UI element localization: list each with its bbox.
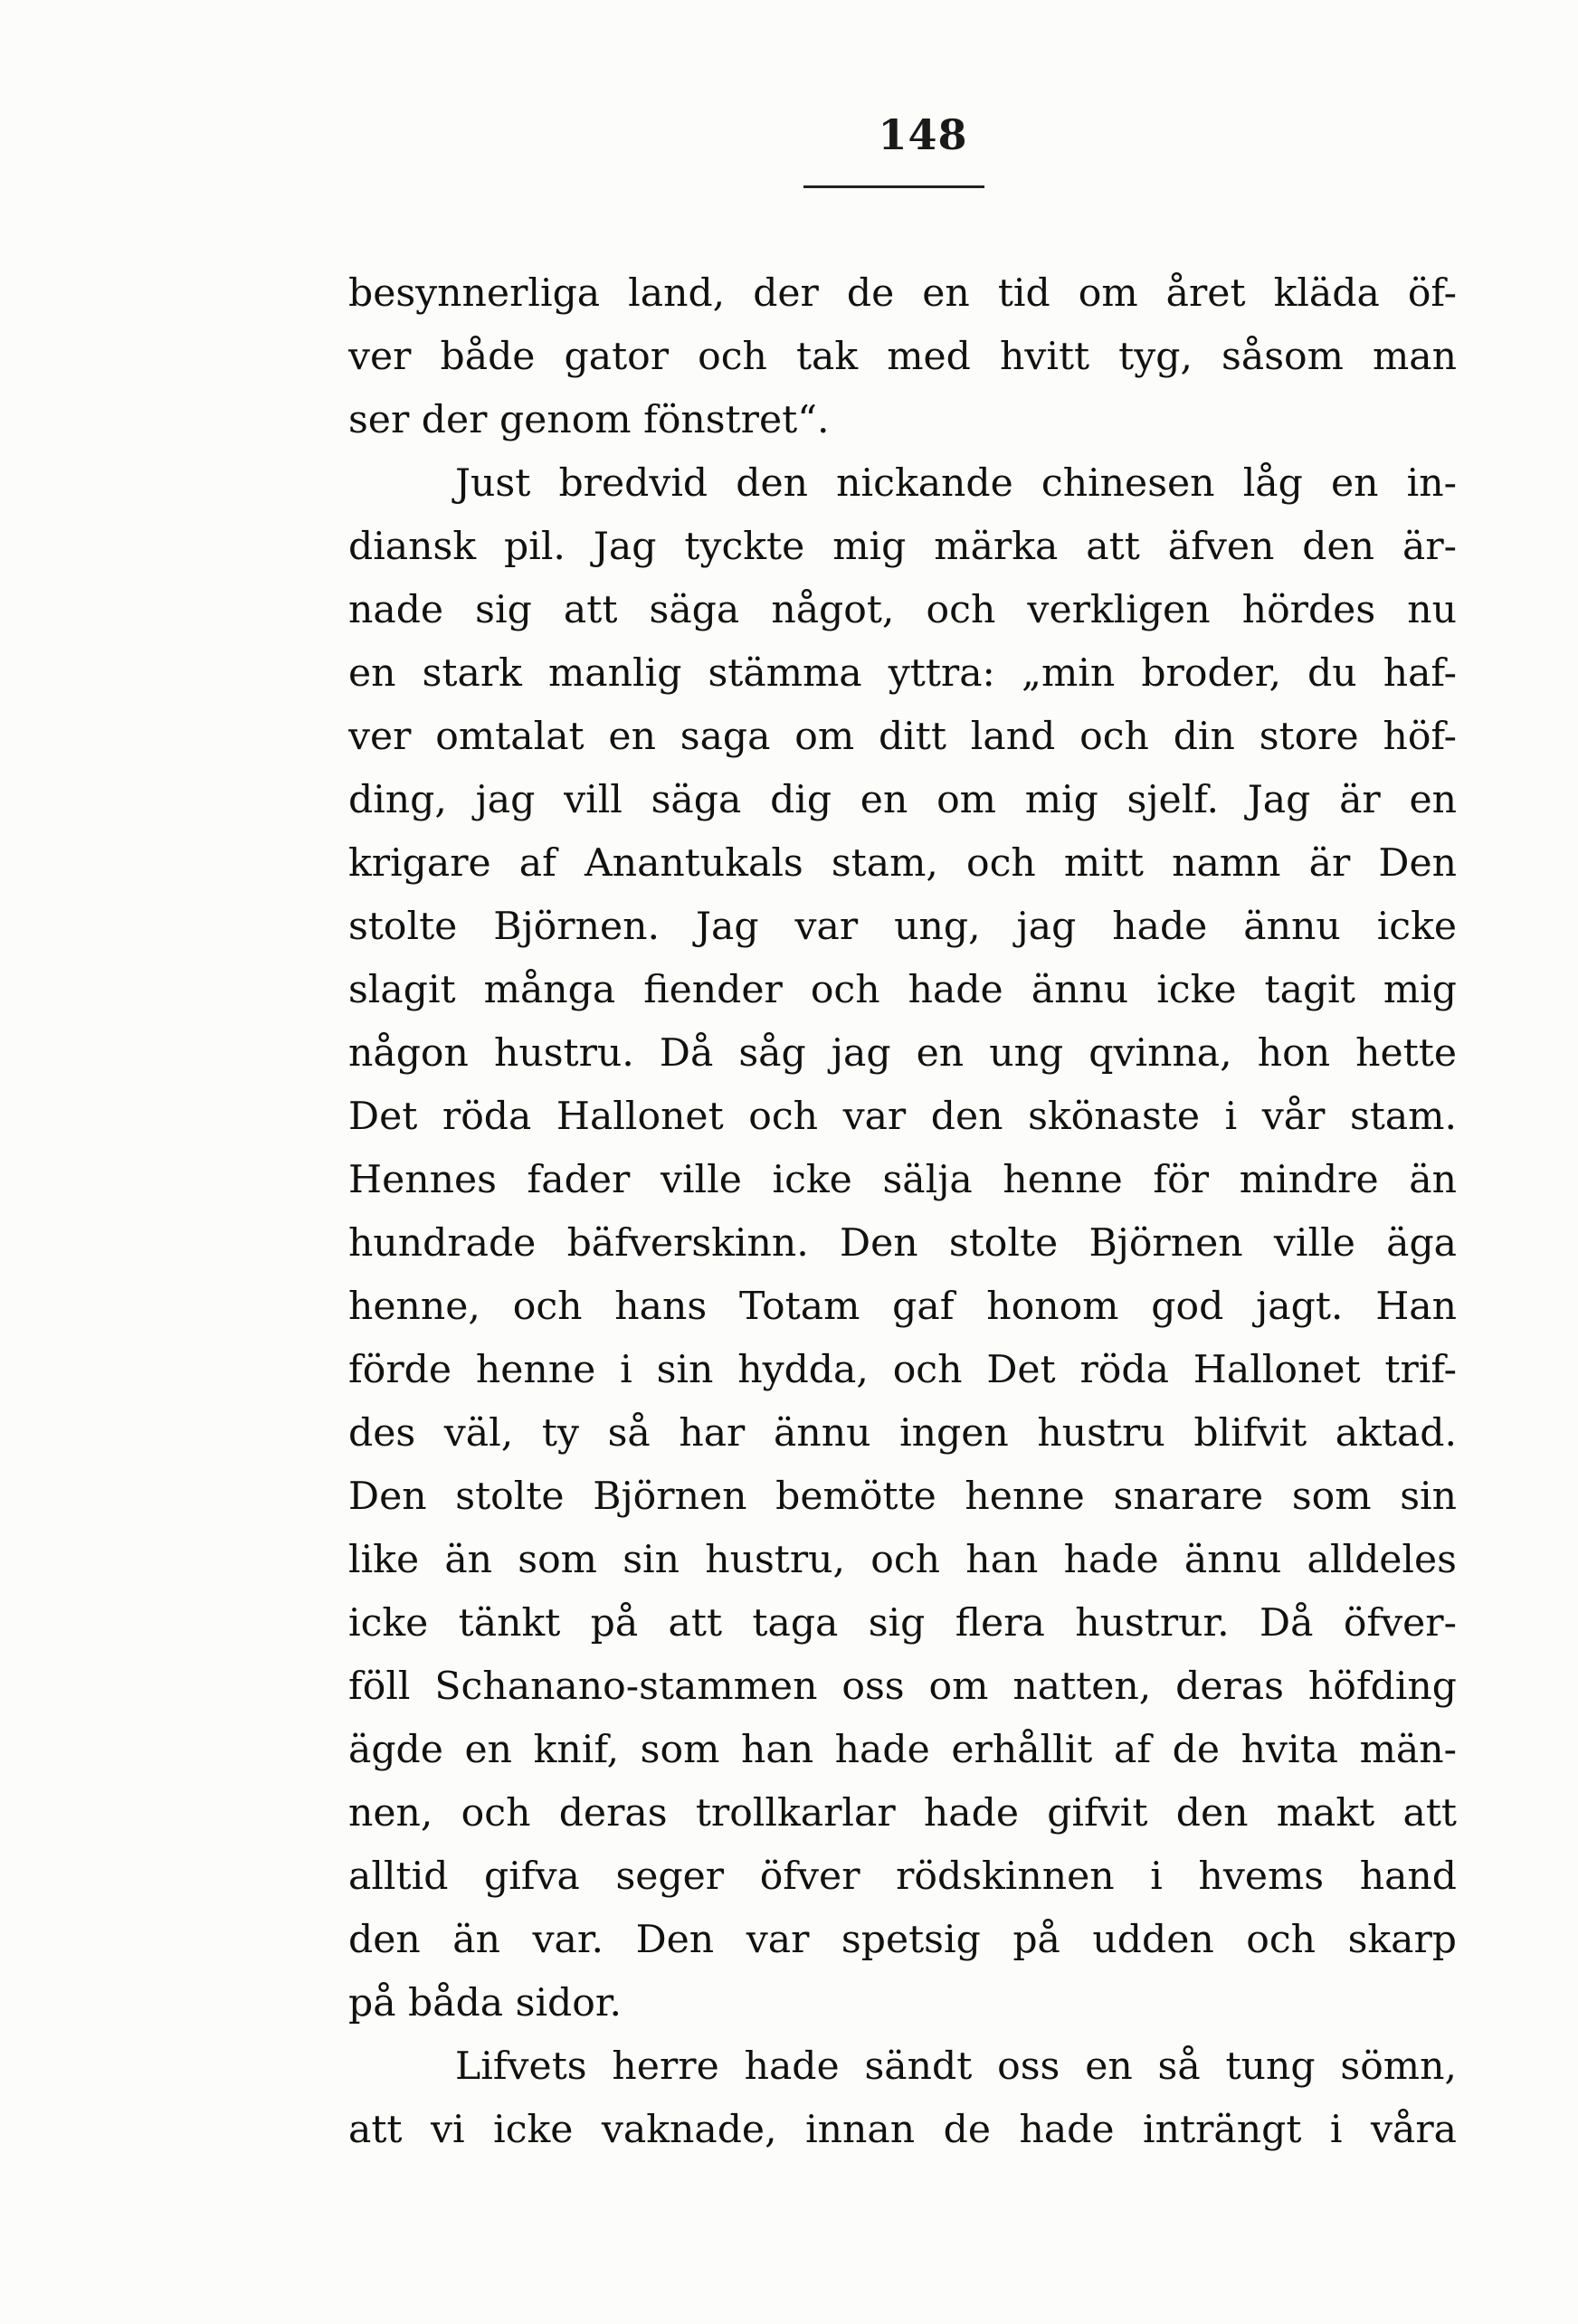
text-line: föll Schanano-stammen oss om natten, deras höfding [348,1665,1457,1709]
text-line: att vi icke vaknade, innan de hade inträngt i våra [348,2108,1457,2152]
text-line: ägde en knif, som han hade erhållit af de hvita män- [348,1728,1457,1772]
body-text [348,262,1457,2162]
text-line: ver både gator och tak med hvitt tyg, såsom man [348,335,1457,379]
text-line: Just bredvid den nickande chinesen låg en in- [455,461,1457,506]
text-line: alltid gifva seger öfver rödskinnen i hvems hand [348,1854,1457,1899]
text-line: Hennes fader ville icke sälja henne för mindre än [348,1158,1457,1202]
text-line: icke tänkt på att taga sig flera hustrur. Då öfver- [348,1601,1457,1646]
text-line: Lifvets herre hade sändt oss en så tung sömn, [455,2044,1457,2089]
text-line: någon hustru. Då såg jag en ung qvinna, hon hette [348,1031,1457,1076]
text-line: nen, och deras trollkarlar hade gifvit den makt att [348,1791,1457,1835]
text-line: krigare af Anantukals stam, och mitt namn är Den [348,841,1457,886]
text-line: Det röda Hallonet och var den skönaste i vår stam. [348,1095,1457,1139]
text-line: besynnerliga land, der de en tid om året kläda öf- [348,271,1457,316]
text-line: den än var. Den var spetsig på udden och skarp [348,1918,1457,1962]
text-line: slagit många fiender och hade ännu icke tagit mig [348,968,1457,1012]
header-rule [803,185,984,188]
text-line: ding, jag vill säga dig en om mig sjelf. Jag är en [348,778,1457,822]
text-line: en stark manlig stämma yttra: „min broder, du haf- [348,651,1457,696]
text-line: nade sig att säga något, och verkligen hördes nu [348,588,1457,632]
text-line: stolte Björnen. Jag var ung, jag hade ännu icke [348,905,1457,949]
page-number: 148 [878,110,968,159]
text-line: henne, och hans Totam gaf honom god jagt. Han [348,1285,1457,1329]
text-line: ver omtalat en saga om ditt land och din store höf- [348,715,1457,759]
text-line: på båda sidor. [348,1981,623,2025]
text-line: des väl, ty så har ännu ingen hustru blifvit aktad. [348,1411,1457,1456]
text-line: ser der genom fönstret“. [348,398,830,442]
text-line: like än som sin hustru, och han hade ännu alldeles [348,1538,1457,1582]
text-line: förde henne i sin hydda, och Det röda Hallonet trif- [348,1348,1457,1392]
text-line: diansk pil. Jag tyckte mig märka att äfven den är- [348,525,1457,569]
text-line: hundrade bäfverskinn. Den stolte Björnen ville äga [348,1221,1457,1266]
text-line: Den stolte Björnen bemötte henne snarare som sin [348,1475,1457,1519]
